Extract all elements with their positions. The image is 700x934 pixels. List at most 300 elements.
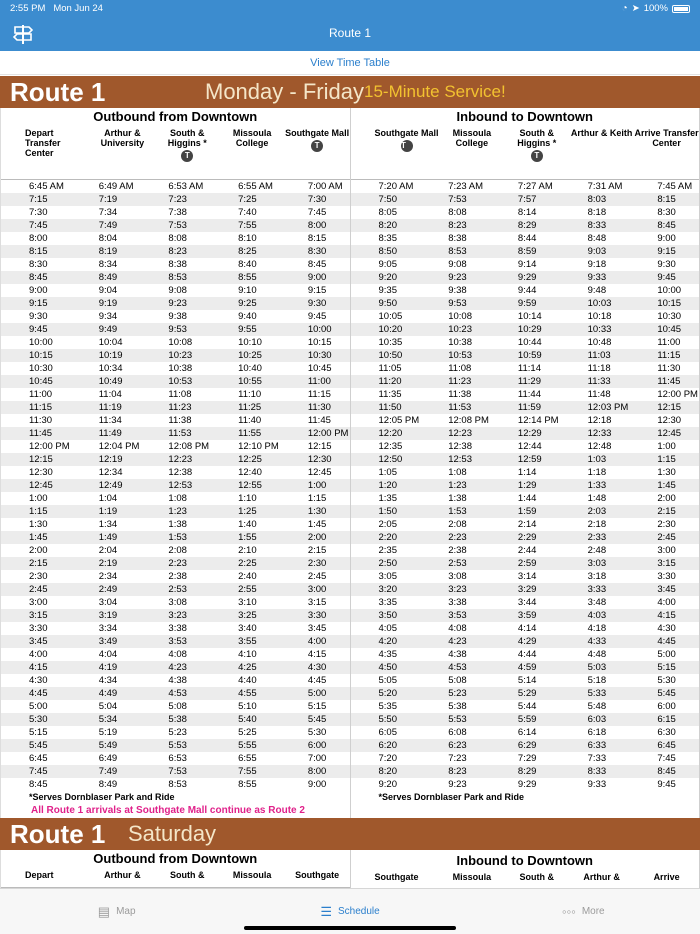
time-cell: 3:30 bbox=[29, 623, 48, 634]
time-cell: 12:45 bbox=[29, 480, 53, 491]
time-cell: 8:29 bbox=[517, 220, 537, 231]
time-cell: 11:48 bbox=[587, 389, 611, 400]
time-cell: 9:34 bbox=[98, 311, 118, 322]
time-cell: 8:00 bbox=[307, 766, 327, 777]
view-time-table-link[interactable]: View Time Table bbox=[0, 51, 700, 75]
time-cell: 5:23 bbox=[168, 727, 187, 738]
time-cell: 11:49 bbox=[98, 428, 122, 439]
time-cell: 8:45 bbox=[29, 272, 48, 283]
time-cell: 5:00 bbox=[657, 649, 676, 660]
time-cell: 7:55 bbox=[238, 766, 257, 777]
table-row bbox=[351, 271, 700, 284]
status-right bbox=[622, 3, 690, 14]
time-cell: 12:30 bbox=[307, 454, 332, 465]
column-header-label: Southgate Mall bbox=[374, 128, 439, 138]
time-cell: 4:15 bbox=[307, 649, 327, 660]
time-cell: 8:08 bbox=[448, 207, 467, 218]
time-cell: 12:15 bbox=[657, 402, 682, 413]
table-row bbox=[1, 284, 350, 297]
tab-schedule-label: Schedule bbox=[337, 906, 380, 917]
time-cell: 10:00 bbox=[657, 285, 682, 296]
table-row bbox=[351, 245, 700, 258]
time-cell: 5:15 bbox=[657, 662, 676, 673]
time-cell: 8:50 bbox=[378, 246, 397, 257]
table-row bbox=[1, 206, 350, 219]
time-cell: 1:19 bbox=[98, 506, 118, 517]
time-cell: 11:30 bbox=[657, 363, 681, 374]
weekday-tables bbox=[0, 108, 700, 818]
time-cell: 7:30 bbox=[307, 194, 327, 205]
table-row bbox=[351, 505, 700, 518]
time-cell: 10:38 bbox=[168, 363, 193, 374]
time-cell: 3:10 bbox=[238, 597, 257, 608]
time-cell: 1:30 bbox=[657, 467, 676, 478]
time-cell: 5:34 bbox=[98, 714, 118, 725]
time-cell: 12:10 PM bbox=[238, 441, 279, 452]
time-cell: 12:48 bbox=[587, 441, 612, 452]
time-cell: 5:45 bbox=[657, 688, 676, 699]
time-cell: 5:55 bbox=[238, 740, 257, 751]
time-cell: 11:23 bbox=[168, 402, 192, 413]
time-cell: 5:44 bbox=[517, 701, 537, 712]
time-cell: 12:03 PM bbox=[587, 402, 629, 413]
time-cell: 4:15 bbox=[29, 662, 48, 673]
table-row bbox=[351, 531, 700, 544]
column-header-label: Missoula bbox=[232, 870, 272, 880]
time-cell: 5:23 bbox=[448, 688, 467, 699]
saturday-route-label: Route 1 bbox=[10, 819, 106, 849]
time-cell: 4:45 bbox=[307, 675, 327, 686]
table-row bbox=[351, 375, 700, 388]
saturday-tables bbox=[0, 850, 700, 888]
time-cell: 3:20 bbox=[378, 584, 397, 595]
table-row bbox=[1, 505, 350, 518]
time-cell: 5:30 bbox=[657, 675, 676, 686]
table-row bbox=[351, 778, 700, 791]
time-cell: 8:04 bbox=[98, 233, 118, 244]
table-row bbox=[1, 414, 350, 427]
time-cell: 11:34 bbox=[98, 415, 122, 426]
table-row bbox=[351, 583, 700, 596]
time-cell: 2:50 bbox=[378, 558, 397, 569]
time-cell: 1:25 bbox=[238, 506, 257, 517]
time-cell: 9:30 bbox=[657, 259, 676, 270]
time-cell: 4:45 bbox=[657, 636, 676, 647]
time-cell: 2:14 bbox=[517, 519, 537, 530]
saturday-outbound-title: Outbound from Downtown bbox=[93, 851, 258, 866]
time-cell: 10:15 bbox=[307, 337, 332, 348]
column-header bbox=[155, 126, 220, 179]
column-header-label: South & Higgins * bbox=[517, 128, 557, 148]
location-icon: ➤ bbox=[631, 3, 640, 14]
time-cell: 2:35 bbox=[378, 545, 397, 556]
column-header bbox=[439, 126, 504, 179]
time-cell: 9:33 bbox=[587, 272, 607, 283]
time-cell: 8:10 bbox=[238, 233, 257, 244]
table-row bbox=[351, 349, 700, 362]
saturday-inbound-header bbox=[351, 870, 700, 888]
time-cell: 4:00 bbox=[307, 636, 327, 647]
time-cell: 2:00 bbox=[29, 545, 48, 556]
time-cell: 8:18 bbox=[587, 207, 607, 218]
table-row bbox=[351, 453, 700, 466]
time-cell: 7:45 bbox=[657, 753, 676, 764]
time-cell: 1:15 bbox=[307, 493, 327, 504]
time-cell: 11:45 bbox=[307, 415, 331, 426]
time-cell: 12:19 bbox=[98, 454, 123, 465]
time-cell: 9:00 bbox=[307, 272, 327, 283]
table-row bbox=[1, 245, 350, 258]
time-cell: 6:23 bbox=[448, 740, 467, 751]
time-cell: 11:10 bbox=[238, 389, 262, 400]
time-cell: 3:38 bbox=[168, 623, 187, 634]
time-cell: 3:45 bbox=[307, 623, 327, 634]
table-row bbox=[1, 596, 350, 609]
time-cell: 6:15 bbox=[657, 714, 676, 725]
time-cell: 12:33 bbox=[587, 428, 612, 439]
time-cell: 9:48 bbox=[587, 285, 607, 296]
table-row bbox=[351, 219, 700, 232]
time-cell: 7:00 bbox=[307, 753, 327, 764]
time-cell: 9:20 bbox=[378, 779, 397, 790]
time-cell: 6:49 bbox=[98, 753, 118, 764]
table-row bbox=[1, 765, 350, 778]
table-row bbox=[1, 713, 350, 726]
time-cell: 1:14 bbox=[517, 467, 537, 478]
table-row bbox=[1, 648, 350, 661]
time-cell: 3:15 bbox=[657, 558, 676, 569]
inbound-rows bbox=[351, 180, 700, 791]
time-cell: 9:14 bbox=[517, 259, 537, 270]
home-indicator bbox=[244, 926, 456, 930]
table-row bbox=[351, 687, 700, 700]
time-cell: 9:35 bbox=[378, 285, 397, 296]
time-cell: 5:25 bbox=[238, 727, 257, 738]
time-cell: 10:50 bbox=[378, 350, 403, 361]
column-header-label: Missoula College bbox=[232, 128, 272, 148]
time-cell: 7:33 bbox=[587, 753, 607, 764]
time-cell: 1:49 bbox=[98, 532, 118, 543]
time-cell: 12:00 PM bbox=[29, 441, 70, 452]
time-cell: 8:45 bbox=[657, 766, 676, 777]
time-cell: 2:00 bbox=[307, 532, 327, 543]
time-cell: 8:55 bbox=[238, 272, 257, 283]
time-cell: 5:03 bbox=[587, 662, 607, 673]
outbound-table bbox=[1, 108, 351, 818]
outbound-note: *Serves Dornblaser Park and Ride bbox=[29, 792, 175, 802]
time-cell: 7:20 bbox=[378, 753, 397, 764]
time-cell: 8:48 bbox=[587, 233, 607, 244]
table-row bbox=[1, 518, 350, 531]
time-cell: 3:05 bbox=[378, 571, 397, 582]
time-cell: 4:53 bbox=[448, 662, 467, 673]
time-cell: 4:19 bbox=[98, 662, 118, 673]
time-cell: 7:49 bbox=[98, 220, 118, 231]
time-cell: 6:05 bbox=[378, 727, 397, 738]
table-row bbox=[351, 440, 700, 453]
time-cell: 2:49 bbox=[98, 584, 118, 595]
time-cell: 2:30 bbox=[307, 558, 327, 569]
time-cell: 10:20 bbox=[378, 324, 403, 335]
time-cell: 4:55 bbox=[238, 688, 257, 699]
time-cell: 10:30 bbox=[29, 363, 53, 374]
time-cell: 2:38 bbox=[448, 545, 467, 556]
time-cell: 9:55 bbox=[238, 324, 257, 335]
service-frequency: 15-Minute Service! bbox=[364, 82, 506, 101]
time-cell: 7:53 bbox=[168, 766, 187, 777]
time-cell: 9:23 bbox=[168, 298, 187, 309]
column-header bbox=[1, 126, 90, 179]
time-cell: 4:18 bbox=[587, 623, 607, 634]
time-cell: 12:44 bbox=[517, 441, 542, 452]
time-cell: 5:20 bbox=[378, 688, 397, 699]
time-cell: 4:49 bbox=[98, 688, 118, 699]
schedule-image bbox=[0, 76, 700, 888]
table-row bbox=[351, 713, 700, 726]
table-row bbox=[1, 193, 350, 206]
table-row bbox=[351, 206, 700, 219]
time-cell: 7:27 AM bbox=[517, 181, 553, 192]
time-cell: 9:29 bbox=[517, 779, 537, 790]
column-header bbox=[1, 868, 90, 887]
column-header bbox=[569, 126, 634, 179]
time-cell: 9:53 bbox=[168, 324, 187, 335]
tab-map[interactable] bbox=[0, 889, 233, 934]
column-header-label: Southgate bbox=[374, 872, 419, 882]
time-cell: 3:08 bbox=[168, 597, 187, 608]
table-row bbox=[351, 323, 700, 336]
time-cell: 2:08 bbox=[168, 545, 187, 556]
tab-more[interactable] bbox=[467, 889, 700, 934]
time-cell: 8:35 bbox=[378, 233, 397, 244]
time-cell: 12:29 bbox=[517, 428, 542, 439]
time-cell: 11:55 bbox=[238, 428, 262, 439]
table-row bbox=[1, 219, 350, 232]
time-cell: 10:30 bbox=[657, 311, 682, 322]
table-row bbox=[351, 739, 700, 752]
time-cell: 5:49 bbox=[98, 740, 118, 751]
time-cell: 8:49 bbox=[98, 272, 118, 283]
time-cell: 11:15 bbox=[307, 389, 331, 400]
table-row bbox=[1, 180, 350, 193]
time-cell: 11:30 bbox=[307, 402, 331, 413]
time-cell: 9:30 bbox=[29, 311, 48, 322]
time-cell: 10:00 bbox=[307, 324, 332, 335]
time-cell: 10:10 bbox=[238, 337, 262, 348]
time-cell: 3:30 bbox=[657, 571, 676, 582]
tab-more-label: More bbox=[581, 906, 605, 917]
time-cell: 2:34 bbox=[98, 571, 118, 582]
time-cell: 2:20 bbox=[378, 532, 397, 543]
time-cell: 5:48 bbox=[587, 701, 607, 712]
time-cell: 6:45 bbox=[29, 753, 48, 764]
table-row bbox=[1, 362, 350, 375]
time-cell: 9:44 bbox=[517, 285, 537, 296]
column-header bbox=[634, 126, 699, 179]
time-cell: 11:00 bbox=[307, 376, 331, 387]
time-cell: 8:44 bbox=[517, 233, 537, 244]
time-cell: 2:45 bbox=[657, 532, 676, 543]
time-cell: 8:08 bbox=[168, 233, 187, 244]
time-cell: 11:15 bbox=[29, 402, 53, 413]
time-cell: 4:35 bbox=[378, 649, 397, 660]
time-cell: 1:33 bbox=[587, 480, 607, 491]
time-cell: 5:30 bbox=[307, 727, 327, 738]
weekday-banner bbox=[0, 76, 700, 108]
time-cell: 10:29 bbox=[517, 324, 542, 335]
time-cell: 2:45 bbox=[307, 571, 327, 582]
time-cell: 4:30 bbox=[657, 623, 676, 634]
time-cell: 12:53 bbox=[168, 480, 193, 491]
time-cell: 3:00 bbox=[657, 545, 676, 556]
route-label: Route 1 bbox=[10, 77, 106, 107]
time-cell: 9:15 bbox=[307, 285, 327, 296]
time-cell: 10:14 bbox=[517, 311, 542, 322]
time-cell: 10:19 bbox=[98, 350, 123, 361]
column-header bbox=[90, 868, 155, 887]
time-cell: 9:00 bbox=[657, 233, 676, 244]
time-cell: 12:45 bbox=[307, 467, 332, 478]
table-row bbox=[351, 674, 700, 687]
time-cell: 8:15 bbox=[657, 194, 676, 205]
time-cell: 10:53 bbox=[168, 376, 193, 387]
table-row bbox=[1, 453, 350, 466]
time-cell: 10:25 bbox=[238, 350, 262, 361]
time-cell: 9:15 bbox=[657, 246, 676, 257]
time-cell: 8:25 bbox=[238, 246, 257, 257]
time-cell: 3:04 bbox=[98, 597, 118, 608]
time-cell: 11:00 bbox=[29, 389, 53, 400]
time-cell: 5:00 bbox=[307, 688, 327, 699]
time-cell: 9:40 bbox=[238, 311, 257, 322]
service-days: Monday - Friday bbox=[205, 79, 364, 104]
time-cell: 9:23 bbox=[448, 272, 467, 283]
time-cell: 8:29 bbox=[517, 766, 537, 777]
time-cell: 6:53 AM bbox=[168, 181, 204, 192]
time-cell: 8:20 bbox=[378, 766, 397, 777]
time-cell: 1:08 bbox=[448, 467, 467, 478]
table-row bbox=[351, 518, 700, 531]
schedule-icon: ☰ bbox=[320, 903, 332, 919]
time-cell: 5:19 bbox=[98, 727, 118, 738]
table-row bbox=[1, 583, 350, 596]
table-row bbox=[351, 648, 700, 661]
time-cell: 9:03 bbox=[587, 246, 607, 257]
time-cell: 11:08 bbox=[168, 389, 192, 400]
time-cell: 4:00 bbox=[29, 649, 48, 660]
time-cell: 2:44 bbox=[517, 545, 537, 556]
inbound-header bbox=[351, 126, 700, 180]
time-cell: 8:53 bbox=[448, 246, 467, 257]
time-cell: 5:38 bbox=[448, 701, 467, 712]
time-cell: 1:45 bbox=[29, 532, 48, 543]
table-row bbox=[1, 726, 350, 739]
table-row bbox=[351, 492, 700, 505]
time-cell: 12:35 bbox=[378, 441, 403, 452]
time-cell: 12:15 bbox=[307, 441, 332, 452]
table-row bbox=[1, 492, 350, 505]
time-cell: 7:23 AM bbox=[448, 181, 484, 192]
time-cell: 5:08 bbox=[168, 701, 187, 712]
time-cell: 10:23 bbox=[168, 350, 193, 361]
continue-note: All Route 1 arrivals at Southgate Mall continue as Route 2 bbox=[31, 805, 305, 816]
time-cell: 10:23 bbox=[448, 324, 472, 335]
table-row bbox=[351, 258, 700, 271]
time-cell: 12:53 bbox=[448, 454, 472, 465]
table-row bbox=[351, 765, 700, 778]
time-cell: 2:53 bbox=[448, 558, 467, 569]
time-cell: 2:05 bbox=[378, 519, 397, 530]
time-cell: 3:03 bbox=[587, 558, 607, 569]
inbound-note: *Serves Dornblaser Park and Ride bbox=[378, 792, 525, 802]
time-cell: 7:55 bbox=[238, 220, 257, 231]
table-row bbox=[351, 635, 700, 648]
column-header-label: Arthur & Keith bbox=[570, 128, 633, 138]
table-row bbox=[351, 609, 700, 622]
time-cell: 10:15 bbox=[657, 298, 682, 309]
time-cell: 9:08 bbox=[448, 259, 467, 270]
time-cell: 6:55 bbox=[238, 753, 257, 764]
time-cell: 5:35 bbox=[378, 701, 397, 712]
time-cell: 2:59 bbox=[517, 558, 537, 569]
table-row bbox=[1, 687, 350, 700]
time-cell: 3:19 bbox=[98, 610, 118, 621]
time-cell: 8:20 bbox=[378, 220, 397, 231]
time-cell: 3:15 bbox=[307, 597, 327, 608]
time-cell: 11:00 bbox=[657, 337, 681, 348]
time-cell: 3:38 bbox=[448, 597, 467, 608]
time-cell: 9:08 bbox=[168, 285, 187, 296]
time-cell: 9:53 bbox=[448, 298, 467, 309]
time-cell: 10:15 bbox=[29, 350, 53, 361]
table-row bbox=[1, 375, 350, 388]
time-cell: 2:08 bbox=[448, 519, 467, 530]
time-cell: 2:29 bbox=[517, 532, 537, 543]
time-cell: 8:00 bbox=[307, 220, 327, 231]
time-cell: 9:45 bbox=[307, 311, 327, 322]
table-row bbox=[351, 466, 700, 479]
time-cell: 3:18 bbox=[587, 571, 607, 582]
table-row bbox=[1, 739, 350, 752]
time-cell: 10:45 bbox=[29, 376, 53, 387]
time-cell: 2:30 bbox=[657, 519, 676, 530]
time-cell: 8:30 bbox=[657, 207, 676, 218]
time-cell: 8:23 bbox=[168, 246, 187, 257]
time-cell: 1:29 bbox=[517, 480, 537, 491]
table-row bbox=[351, 401, 700, 414]
column-header-label: Arthur & bbox=[583, 872, 620, 882]
time-cell: 2:04 bbox=[98, 545, 118, 556]
time-cell: 12:08 PM bbox=[448, 415, 489, 426]
time-cell: 10:45 bbox=[307, 363, 332, 374]
time-cell: 5:38 bbox=[168, 714, 187, 725]
time-cell: 1:55 bbox=[238, 532, 257, 543]
table-row bbox=[351, 557, 700, 570]
table-row bbox=[351, 180, 700, 193]
time-cell: 8:55 bbox=[238, 779, 257, 790]
time-cell: 7:38 bbox=[168, 207, 187, 218]
time-cell: 12:08 PM bbox=[168, 441, 210, 452]
time-cell: 12:45 bbox=[657, 428, 682, 439]
transfer-icon: T bbox=[181, 150, 193, 162]
time-cell: 9:00 bbox=[307, 779, 327, 790]
time-cell: 8:23 bbox=[448, 220, 467, 231]
time-cell: 1:10 bbox=[238, 493, 257, 504]
time-cell: 3:00 bbox=[29, 597, 48, 608]
time-cell: 7:45 AM bbox=[657, 181, 693, 192]
time-cell: 5:45 bbox=[29, 740, 48, 751]
table-row bbox=[1, 427, 350, 440]
